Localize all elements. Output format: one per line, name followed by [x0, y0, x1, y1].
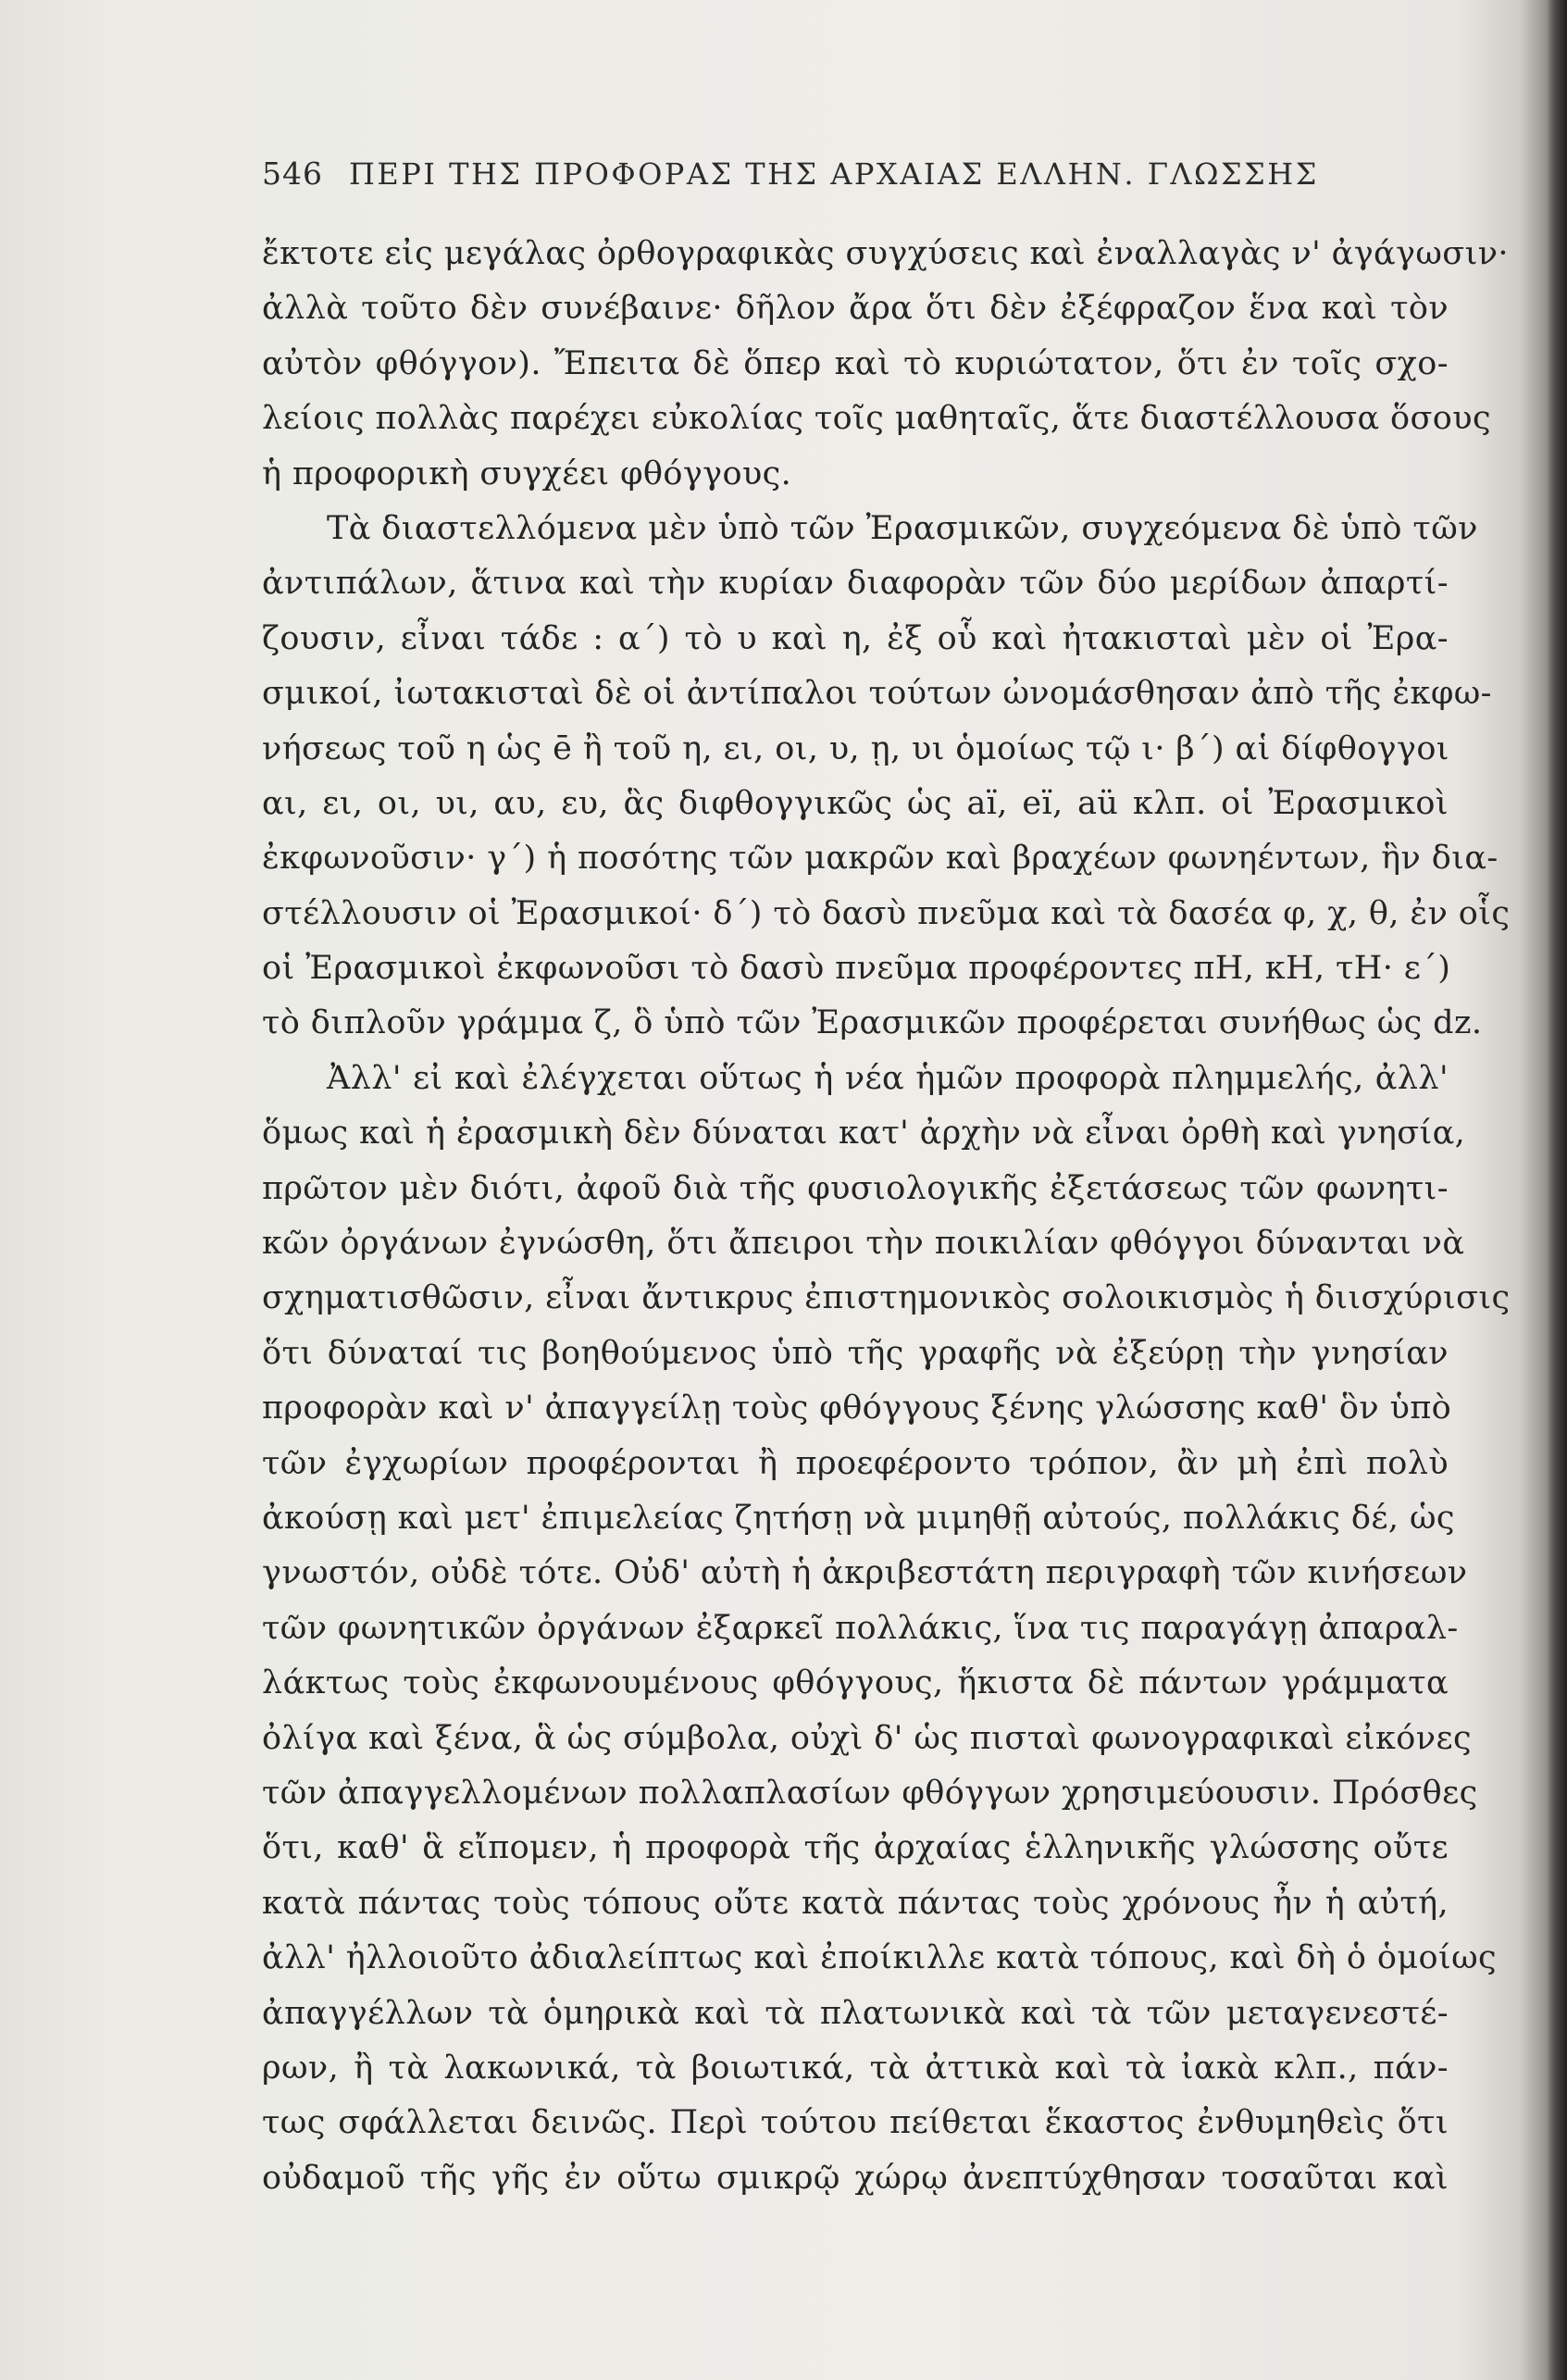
page-binding-shadow: [1547, 0, 1567, 2380]
running-header: [262, 156, 1419, 202]
text-line: ἀκούσῃ καὶ μετ' ἐπιμελείας ζητήσῃ νὰ μιμηθῇ αὐτούς, πολλάκις δέ, ὡς: [262, 1499, 1455, 1537]
text-line: τὸ διπλοῦν γράμμα ζ, ὃ ὑπὸ τῶν Ἐρασμικῶν προφέρεται συνήθως ὡς dz.: [262, 1004, 1483, 1042]
text-line: γνωστόν, οὐδὲ τότε. Οὐδ' αὐτὴ ἡ ἀκριβεστάτη περιγραφὴ τῶν κινήσεων: [262, 1554, 1468, 1592]
page-number: 546: [262, 156, 323, 192]
text-line: ἡ προφορικὴ συγχέει φθόγγους.: [262, 455, 792, 492]
text-line: στέλλουσιν οἱ Ἐρασμικοί· δ΄) τὸ δασὺ πνεῦμα καὶ τὰ δασέα φ, χ, θ, ἐν οἷς: [262, 894, 1511, 932]
text-line: σμικοί, ἰωτακισταὶ δὲ οἱ ἀντίπαλοι τούτων ὠνομάσθησαν ἀπὸ τῆς ἐκφω-: [262, 675, 1492, 713]
text-line: ἐκφωνοῦσιν· γ΄) ἡ ποσότης τῶν μακρῶν καὶ βραχέων φωνηέντων, ἣν δια-: [262, 840, 1499, 878]
text-line: σχηματισθῶσιν, εἶναι ἄντικρυς ἐπιστημονικὸς σολοικισμὸς ἡ διισχύρισις: [262, 1279, 1511, 1317]
text-line: λείοις πολλὰς παρέχει εὐκολίας τοῖς μαθηταῖς, ἅτε διαστέλλουσα ὅσους: [262, 400, 1491, 438]
text-line: ὅτι, καθ' ἃ εἴπομεν, ἡ προφορὰ τῆς ἀρχαίας ἑλληνικῆς γλώσσης οὔτε: [262, 1829, 1449, 1867]
text-line: τῶν φωνητικῶν ὀργάνων ἐξαρκεῖ πολλάκις, ἵνα τις παραγάγῃ ἀπαραλ-: [262, 1609, 1459, 1647]
text-line: ἀντιπάλων, ἅτινα καὶ τὴν κυρίαν διαφορὰν τῶν δύο μερίδων ἀπαρτί-: [262, 565, 1449, 603]
text-line: λάκτως τοὺς ἐκφωνουμένους φθόγγους, ἥκιστα δὲ πάντων γράμματα: [262, 1664, 1449, 1702]
text-line: κατὰ πάντας τοὺς τόπους οὔτε κατὰ πάντας τοὺς χρόνους ἦν ἡ αὐτή,: [262, 1884, 1449, 1922]
text-line: ὅμως καὶ ἡ ἐρασμικὴ δὲν δύναται κατ' ἀρχὴν νὰ εἶναι ὀρθὴ καὶ γνησία,: [262, 1115, 1466, 1153]
text-line: ἀπαγγέλλων τὰ ὁμηρικὰ καὶ τὰ πλατωνικὰ καὶ τὰ τῶν μεταγενεστέ-: [262, 1994, 1449, 2032]
text-line: ἀλλ' ἠλλοιοῦτο ἀδιαλείπτως καὶ ἐποίκιλλε κατὰ τόπους, καὶ δὴ ὁ ὁμοίως: [262, 1939, 1498, 1977]
text-line: αὐτὸν φθόγγον). Ἔπειτα δὲ ὅπερ καὶ τὸ κυριώτατον, ὅτι ἐν τοῖς σχο-: [262, 344, 1449, 382]
body-text: [262, 227, 1511, 2206]
text-line: τῶν ἐγχωρίων προφέρονται ἢ προεφέροντο τρόπον, ἂν μὴ ἐπὶ πολὺ: [262, 1444, 1449, 1482]
text-line: προφορὰν καὶ ν' ἀπαγγείλῃ τοὺς φθόγγους ξένης γλώσσης καθ' ὃν ὑπὸ: [262, 1389, 1452, 1427]
text-line: κῶν ὀργάνων ἐγνώσθη, ὅτι ἄπειροι τὴν ποικιλίαν φθόγγοι δύνανται νὰ: [262, 1225, 1465, 1263]
text-line: Ἀλλ' εἰ καὶ ἐλέγχεται οὕτως ἡ νέα ἡμῶν προφορὰ πλημμελής, ἀλλ': [327, 1059, 1449, 1097]
text-line: τῶν ἀπαγγελλομένων πολλαπλασίων φθόγγων χρησιμεύουσιν. Πρόσθες: [262, 1774, 1478, 1812]
text-line: νήσεως τοῦ η ὡς ē ἢ τοῦ η, ει, οι, υ, ῃ, υι ὁμοίως τῷ ι· β΄) αἱ δίφθογγοι: [262, 729, 1449, 767]
text-line: ρων, ἢ τὰ λακωνικά, τὰ βοιωτικά, τὰ ἀττικὰ καὶ τὰ ἰακὰ κλπ., πάν-: [262, 2049, 1449, 2087]
text-line: τως σφάλλεται δεινῶς. Περὶ τούτου πείθεται ἕκαστος ἐνθυμηθεὶς ὅτι: [262, 2104, 1449, 2142]
text-line: οὐδαμοῦ τῆς γῆς ἐν οὕτω σμικρῷ χώρῳ ἀνεπτύχθησαν τοσαῦται καὶ: [262, 2159, 1449, 2197]
text-line: ὀλίγα καὶ ξένα, ἃ ὡς σύμβολα, οὐχὶ δ' ὡς πισταὶ φωνογραφικαὶ εἰκόνες: [262, 1719, 1472, 1757]
text-line: πρῶτον μὲν διότι, ἀφοῦ διὰ τῆς φυσιολογικῆς ἐξετάσεως τῶν φωνητι-: [262, 1169, 1449, 1207]
text-line: ἀλλὰ τοῦτο δὲν συνέβαινε· δῆλον ἄρα ὅτι δὲν ἐξέφραζον ἕνα καὶ τὸν: [262, 290, 1449, 328]
text-line: αι, ει, οι, υι, αυ, ευ, ἃς διφθογγικῶς ὡς aï, eï, aü κλπ. οἱ Ἐρασμικοὶ: [262, 784, 1449, 822]
text-line: ὅτι δύναταί τις βοηθούμενος ὑπὸ τῆς γραφῆς νὰ ἐξεύρῃ τὴν γνησίαν: [262, 1334, 1449, 1372]
text-line: Τὰ διαστελλόμενα μὲν ὑπὸ τῶν Ἐρασμικῶν, συγχεόμενα δὲ ὑπὸ τῶν: [327, 509, 1478, 547]
text-line: ζουσιν, εἶναι τάδε : α΄) τὸ υ καὶ η, ἐξ οὗ καὶ ἠτακισταὶ μὲν οἱ Ἐρα-: [262, 619, 1449, 657]
running-title: ΠΕΡΙ ΤΗΣ ΠΡΟΦΟΡΑΣ ΤΗΣ ΑΡΧΑΙΑΣ ΕΛΛΗΝ. ΓΛΩΣΣΗΣ: [349, 156, 1319, 192]
text-line: οἱ Ἐρασμικοὶ ἐκφωνοῦσι τὸ δασὺ πνεῦμα προφέροντες πΗ, κΗ, τΗ· ε΄): [262, 950, 1451, 988]
text-line: ἔκτοτε εἰς μεγάλας ὀρθογραφικὰς συγχύσεις καὶ ἐναλλαγὰς ν' ἀγάγωσιν·: [262, 235, 1509, 272]
